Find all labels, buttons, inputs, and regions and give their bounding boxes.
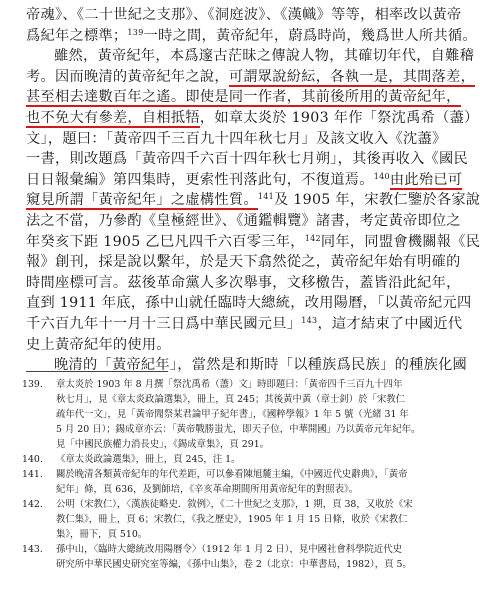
footnote-line: 見「中國民族權力消長史」，《錫成章集》，頁 291。 <box>56 439 270 450</box>
text-line: 雖然，黃帝紀年，本爲邃古茫昧之傳說人物，其確切年代，自難稽 <box>54 48 475 65</box>
footnote: 142. 公明（宋教仁），〈漢族徒略史．敘例〉，《二十世紀之支那》，1 期，頁 38，又收於《宋 <box>22 499 413 510</box>
footnote: 140. 《章太炎政論選集》，冊上，頁 245，注 1。 <box>22 454 241 465</box>
footnote-ref[interactable]: 142 <box>304 233 321 243</box>
text-line: 一書，則改題爲「黃帝四千六百十四年秋七月朔」，其後再收入《國民 <box>26 151 469 168</box>
footnote-line: 疏年代一文」，見「黃帝聞祭某君論甲子紀年書」，《國粹學報》1 年 5 號（光緒 31 年 <box>56 409 409 420</box>
text-line: 法之不當，乃參酌《皇極經世》、《通鑑輯覽》諸書，考定黃帝即位之 <box>26 212 461 229</box>
text-line: 時間座標可言。茲後革命黨人多次舉事，文移檄告，蓋皆沿此紀年， <box>26 274 461 291</box>
text-line: 直到 1911 年底，孫中山就任臨時大總統，改用陽曆，「以黃帝紀元四 <box>26 295 472 312</box>
highlighted-passage: 也不免大有參差，自相抵牾 <box>26 109 200 126</box>
highlighted-passage: 窺見所謂「黃帝紀年」之虛構性質 <box>26 192 244 209</box>
footnote-divider <box>26 371 168 372</box>
text-line: 年癸亥下距 1905 乙巳凡四千六百零三年，$^{142}$同年，同盟會機關報《民 <box>26 233 480 250</box>
text-line: 考。因而晚清的黃帝紀年之說，可謂眾說紛紜，各執一是，其間落差， <box>26 68 476 85</box>
footnote-line: 秋七月」，見《章太炎政論選集》，冊上，頁 245；其後黃中黃（章士釗）於「宋教仁 <box>56 394 405 405</box>
text-line: 日日報彙編》第四集時，更索性刊落此句，不復道焉。$^{140}$由此殆已可 <box>26 171 463 188</box>
footnote-line: 研究所中華民國史研究室等編，《孫中山集》，卷 2（北京：中華書局，1982），頁 5。 <box>56 559 412 570</box>
footnote-line: 紀年」條，頁 636，及劉師培，《辛亥革命期間所用黃帝紀年的對照表》。 <box>56 484 359 495</box>
footnote-line: 教仁集》，冊上，頁 6；宋教仁，《我之歷史》，1905 年 1 月 15 日條，收於《宋教仁 <box>56 514 408 525</box>
footnote: 143. 孫中山，〈臨時大總統改用陽曆令〉（1912 年 1 月 2 日），見中國社會科學院近代史 <box>22 544 402 555</box>
footnote: 139. 章太炎於 1903 年 8 月撰「祭沈禹希（藎）文」時即題曰：「黃帝四千三百九十四年 <box>22 379 403 390</box>
footnote-ref[interactable]: 139 <box>127 27 144 37</box>
footnote-ref[interactable]: 140 <box>373 171 390 181</box>
text-line: 窺見所謂「黃帝紀年」之虛構性質。$^{141}$及 1905 年，宋教仁鑒於各家說 <box>26 192 480 209</box>
footnote-ref[interactable]: 141 <box>257 192 274 202</box>
footnotes <box>22 377 432 572</box>
footnote-line: 集》，冊下，頁 510。 <box>56 529 148 540</box>
text-line: 爲紀年之標準；$^{139}$一時之間，黃帝紀年，蔚爲時尚，幾爲世人所共循。 <box>26 27 477 44</box>
text-line: 帝魂》、《二十世紀之支那》、《洞庭波》、《漢幟》等等，相率改以黃帝 <box>26 7 462 23</box>
highlighted-passage: 可謂眾說紛紜，各執一是，其間落差， <box>228 68 476 85</box>
text-line: 晚清的「黃帝紀年」，當然是和斯時「以種族爲民族」的種族化國 <box>54 357 468 374</box>
footnote-line: 5 月 20 日）；錫成章亦云：「黃帝戰勝蚩尤，即天子位，中華開國」乃以黃帝元年紀年。 <box>56 424 421 435</box>
highlighted-passage: 甚至相去達數百年之遙 <box>26 89 171 106</box>
footnote: 141. 關於晚清各類黃帝紀年的年代差距，可以參看陳旭麓主編，《中國近代史辭典》，「黃帝 <box>22 469 408 480</box>
text-line: 也不免大有參差，自相抵牾，如章太炎於 1903 年作「祭沈禹希（藎） <box>26 109 479 126</box>
main-text <box>26 5 480 376</box>
text-line: 文」，題曰：「黃帝四千三百九十四年秋七月」及該文收入《沈藎》 <box>26 130 447 147</box>
text-line: 報》創刊，採是說以繫年，於是天下翕然從之，黃帝紀年始有明確的 <box>26 254 461 271</box>
text-line: 千六百九年十一月十三日爲中華民國元旦」$^{143}$，這才結束了中國近代 <box>26 315 463 332</box>
text-line: 史上黃帝紀年的使用。 <box>26 336 171 353</box>
footnote-ref[interactable]: 143 <box>301 315 318 325</box>
highlighted-passage: 由此殆已可 <box>389 171 463 188</box>
text-line: 甚至相去達數百年之遙。即使是同一作者，其前後所用的黃帝紀年， <box>26 89 461 106</box>
